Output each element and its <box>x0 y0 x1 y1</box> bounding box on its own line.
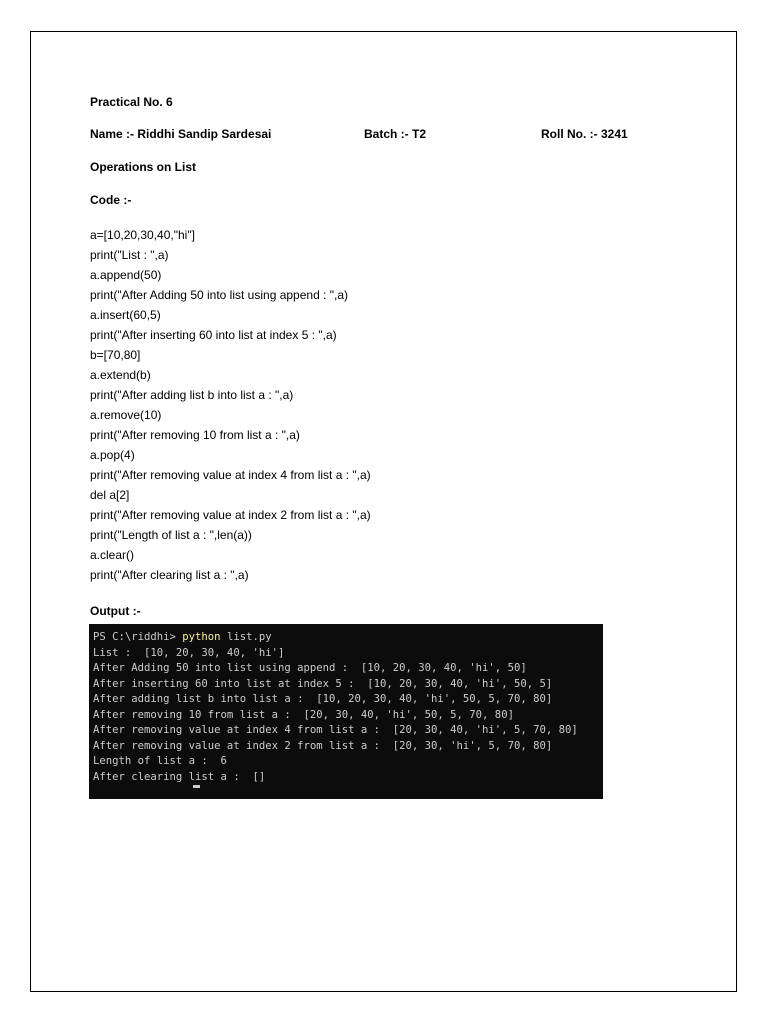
terminal-output-line: List : [10, 20, 30, 40, 'hi'] <box>93 646 285 659</box>
code-line: print("After Adding 50 into list using append : ",a) <box>90 288 349 302</box>
terminal-cursor-line <box>93 785 599 799</box>
code-line: print("After inserting 60 into list at index 5 : ",a) <box>90 328 337 342</box>
code-line: a.pop(4) <box>90 448 135 462</box>
terminal-prompt-line <box>93 630 599 646</box>
code-label: Code :- <box>90 193 132 207</box>
code-line: a=[10,20,30,40,"hi"] <box>90 228 195 242</box>
code-line: print("List : ",a) <box>90 248 169 262</box>
terminal-output-line: After inserting 60 into list at index 5 : [10, 20, 30, 40, 'hi', 50, 5] <box>93 677 553 690</box>
code-line: print("After adding list b into list a : ",a) <box>90 388 294 402</box>
terminal-args: list.py <box>220 631 272 643</box>
terminal-cursor <box>193 785 200 788</box>
batch-label: Batch :- T2 <box>364 127 427 141</box>
terminal-output-line: After clearing list a : [] <box>93 770 266 783</box>
code-line: print("After removing value at index 4 from list a : ",a) <box>90 468 371 482</box>
code-line: print("After removing value at index 2 from list a : ",a) <box>90 508 371 522</box>
code-line: a.clear() <box>90 548 135 562</box>
practical-title: Practical No. 6 <box>90 95 173 109</box>
terminal-output-line: After removing value at index 2 from list a : [20, 30, 'hi', 5, 70, 80] <box>93 739 553 752</box>
student-name: Name :- Riddhi Sandip Sardesai <box>90 127 272 141</box>
terminal-screenshot <box>89 624 603 799</box>
topic-title: Operations on List <box>90 160 197 174</box>
terminal-output-line: After removing 10 from list a : [20, 30, 40, 'hi', 50, 5, 70, 80] <box>93 708 514 721</box>
code-line: print("After removing 10 from list a : ",a) <box>90 428 300 442</box>
code-line: del a[2] <box>90 488 130 502</box>
code-line: a.append(50) <box>90 268 162 282</box>
code-line: a.insert(60,5) <box>90 308 161 322</box>
code-line: b=[70,80] <box>90 348 141 362</box>
terminal-prompt: PS C:\riddhi> <box>93 631 183 643</box>
terminal-command: python <box>182 631 221 643</box>
terminal-output-line: After removing value at index 4 from list a : [20, 30, 40, 'hi', 5, 70, 80] <box>93 724 578 736</box>
terminal-output-line: After Adding 50 into list using append : [10, 20, 30, 40, 'hi', 50] <box>93 662 527 674</box>
output-label: Output :- <box>90 604 141 618</box>
code-line: print("After clearing list a : ",a) <box>90 568 249 582</box>
terminal-output-line: Length of list a : 6 <box>93 755 227 767</box>
code-line: a.extend(b) <box>90 368 151 382</box>
terminal-output-line: After adding list b into list a : [10, 20, 30, 40, 'hi', 50, 5, 70, 80] <box>93 693 553 705</box>
code-line: print("Length of list a : ",len(a)) <box>90 528 252 542</box>
roll-number: Roll No. :- 3241 <box>541 127 628 141</box>
code-line: a.remove(10) <box>90 408 162 422</box>
code-listing <box>90 225 371 585</box>
